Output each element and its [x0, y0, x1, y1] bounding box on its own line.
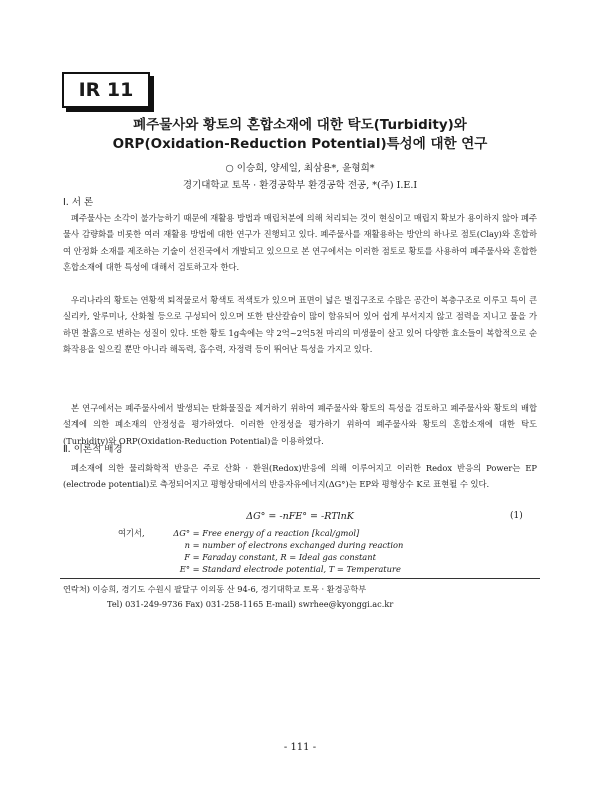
ir-badge: IR 11	[62, 72, 150, 108]
authors: ○ 이승희, 양세일, 최삼용*, 윤형희*	[225, 163, 375, 174]
equation-number: (1)	[510, 511, 523, 521]
contact-phone-email: Tel) 031-249-9736 Fax) 031-258-1165 E-mail) swrhee@kyonggi.ac.kr	[107, 599, 394, 609]
definition-row: E° = Standard electrode potential, T = Temperature	[179, 564, 401, 574]
theory-paragraph: 폐소재에 의한 물리화학적 반응은 주로 산화 · 환원(Redox)반응에 의해 이루어지고 이러한 Redox 반응의 Power는 EP (electrode potential)로 측정되어지고 평형상태에서의 반응자유에너지(ΔG°)는 EP와 평형상수 K로 표현될 수 있다.	[63, 463, 537, 490]
page-number: - 111 -	[283, 742, 317, 753]
intro-paragraph-2: 우리나라의 황토는 연황색 퇴적물로서 황색토 적색토가 있으며 표면이 넓은 벌집구조로 수많은 공간이 복층구조로 이루고 특이 큰 실리카, 알루미나, 산화철 등으로 구성되어 있으며 또한 탄산칼슘이 많이 함유되어 있어 쉽게 부서지지 않고 점력을 지니고 물을 가하면 찰흙으로 변하는 성질이 있다. 또한 황토 1g속에는 약 2억~2억5천 마리의 미생물이 살고 있어 다양한 효소들이 복합적으로 순화작용을 일으킬 뿐만 아니라 해독력, 흡수력, 자정력 등이 뛰어난 특성을 가지고 있다.	[63, 295, 537, 354]
equation-definitions	[118, 527, 404, 575]
definition-row: F = Faraday constant, R = Ideal gas constant	[184, 552, 376, 562]
contact-address: 연락처) 이승희, 경기도 수원시 팔달구 이의동 산 94-6, 경기대학교 토목 · 환경공학부	[63, 584, 367, 594]
equation: ΔG° = -nFE° = -RTlnK	[246, 511, 354, 522]
definition-row: n = number of electrons exchanged during reaction	[184, 540, 404, 550]
footer-divider	[60, 578, 540, 579]
intro-paragraph-3: 본 연구에서는 폐주물사에서 발생되는 탄화물질을 제거하기 위하여 폐주물사와 황토의 특성을 검토하고 폐주물사와 황토의 배합설계에 의한 폐소재의 안정성을 평가하였다. 이러한 안정성을 평가하기 위하여 폐주물사와 황토의 혼합소재에 대한 탁도(Turbidity)와 ORP(Oxidation-Reduction Potential)을 이용하였다.	[63, 403, 537, 446]
intro-paragraph-1: 폐주물사는 소각이 불가능하기 때문에 재활용 방법과 매립처분에 의해 처리되는 것이 현실이고 매립지 확보가 용이하지 않아 폐주물사 감량화를 비롯한 여러 재활용 방법에 대한 연구가 진행되고 있다. 폐주물사를 재활용하는 방안의 하나로 점토(Clay)와 혼합하여 안정화 소재를 제조하는 기술이 선진국에서 개발되고 있으므로 본 연구에서는 이러한 점토로 황토를 사용하여 폐주물사와 혼합한 혼합소재에 대한 특성에 대해서 검토하고자 한다.	[63, 213, 537, 272]
where-label: 여기서,	[118, 528, 145, 538]
definition-row: ΔG° = Free energy of a reaction [kcal/gmol]	[173, 528, 360, 538]
paper-title-line1: 폐주물사와 황토의 혼합소재에 대한 탁도(Turbidity)와	[133, 117, 467, 133]
affiliation: 경기대학교 토목 · 환경공학부 환경공학 전공, *(주) I.E.I	[182, 180, 418, 191]
paper-title-line2: ORP(Oxidation-Reduction Potential)특성에 대한 연구	[112, 136, 488, 152]
section-heading-theory: Ⅱ. 이론적 배경	[63, 444, 123, 455]
section-heading-intro: Ⅰ. 서 론	[63, 197, 94, 208]
